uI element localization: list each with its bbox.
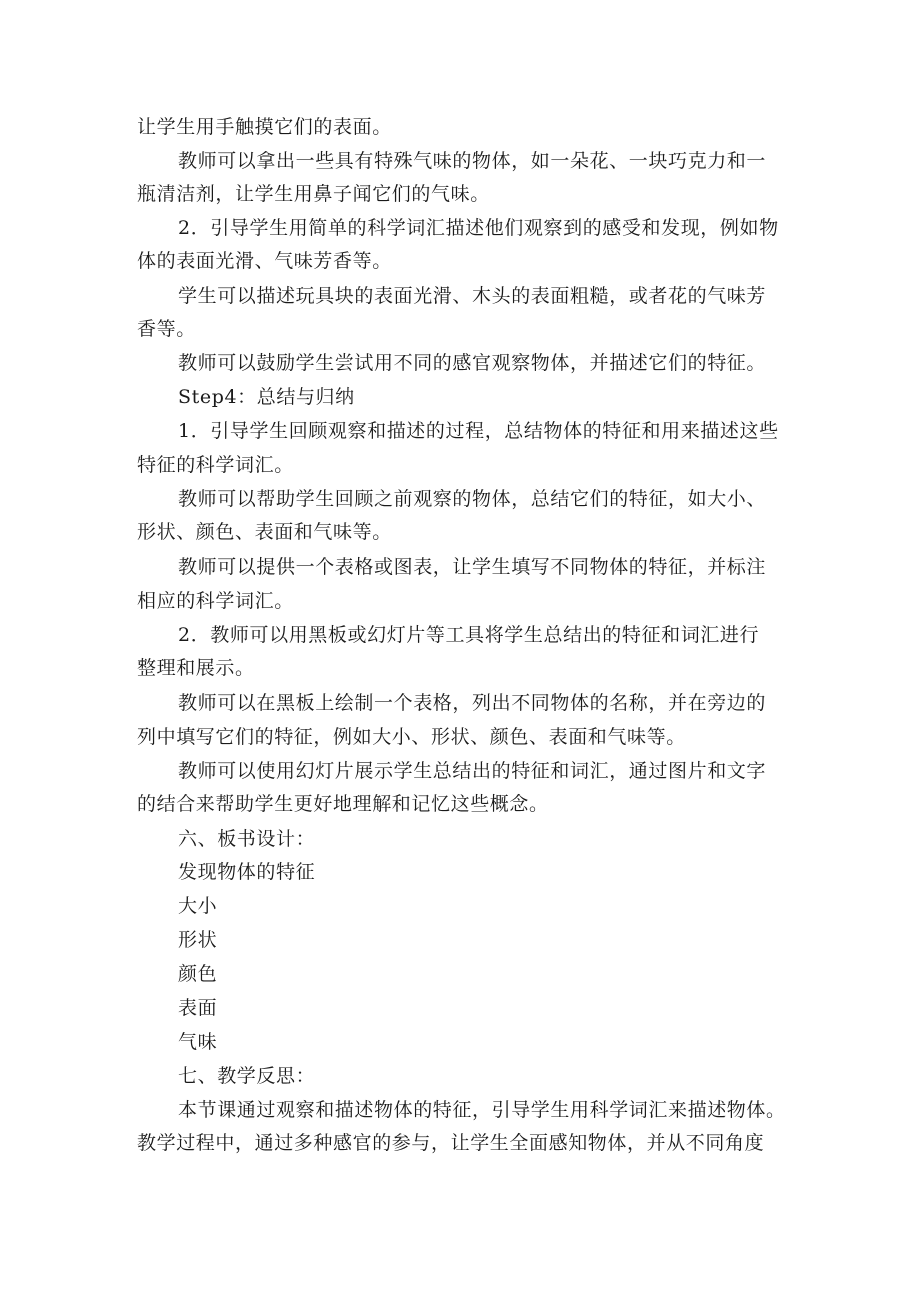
- section-heading: 七、教学反思：: [178, 1065, 316, 1087]
- text-line: 1．引导学生回顾观察和描述的过程，总结物体的特征和用来描述这些: [178, 420, 779, 442]
- text-line: 特征的科学词汇。: [137, 454, 294, 476]
- text-line: 教师可以在黑板上绘制一个表格，列出不同物体的名称，并在旁边的: [178, 692, 767, 714]
- board-title: 发现物体的特征: [178, 861, 316, 883]
- text-line: 列中填写它们的特征，例如大小、形状、颜色、表面和气味等。: [137, 726, 686, 748]
- text-line: 相应的科学词汇。: [137, 590, 294, 612]
- board-item: 颜色: [178, 963, 218, 985]
- text-line: 2．引导学生用简单的科学词汇描述他们观察到的感受和发现，例如物: [178, 217, 779, 239]
- text-line: 教师可以帮助学生回顾之前观察的物体，总结它们的特征，如大小、: [178, 488, 767, 510]
- text-line: 整理和展示。: [137, 657, 255, 679]
- text-line: 香等。: [137, 318, 196, 340]
- board-item: 大小: [178, 895, 218, 917]
- board-item: 气味: [178, 1031, 218, 1053]
- text-line: 形状、颜色、表面和气味等。: [137, 521, 392, 543]
- text-line: 教师可以鼓励学生尝试用不同的感官观察物体，并描述它们的特征。: [178, 352, 767, 374]
- text-line: 教师可以使用幻灯片展示学生总结出的特征和词汇，通过图片和文字: [178, 760, 767, 782]
- text-line: 瓶清洁剂，让学生用鼻子闻它们的气味。: [137, 183, 490, 205]
- text-line: 教学过程中，通过多种感官的参与，让学生全面感知物体，并从不同角度: [137, 1132, 765, 1154]
- section-heading: 六、板书设计：: [178, 828, 316, 850]
- text-line: 教师可以拿出一些具有特殊气味的物体，如一朵花、一块巧克力和一: [178, 150, 767, 172]
- text-line: 体的表面光滑、气味芳香等。: [137, 250, 392, 272]
- text-line: 教师可以提供一个表格或图表，让学生填写不同物体的特征，并标注: [178, 556, 767, 578]
- text-line: 本节课通过观察和描述物体的特征，引导学生用科学词汇来描述物体。: [178, 1099, 786, 1121]
- text-line: 学生可以描述玩具块的表面光滑、木头的表面粗糙，或者花的气味芳: [178, 285, 767, 307]
- board-item: 表面: [178, 997, 218, 1019]
- text-line: Step4：总结与归纳: [178, 386, 355, 408]
- text-line: 的结合来帮助学生更好地理解和记忆这些概念。: [137, 793, 549, 815]
- board-item: 形状: [178, 929, 218, 951]
- text-line: 让学生用手触摸它们的表面。: [137, 116, 392, 138]
- text-line: 2．教师可以用黑板或幻灯片等工具将学生总结出的特征和词汇进行: [178, 624, 760, 646]
